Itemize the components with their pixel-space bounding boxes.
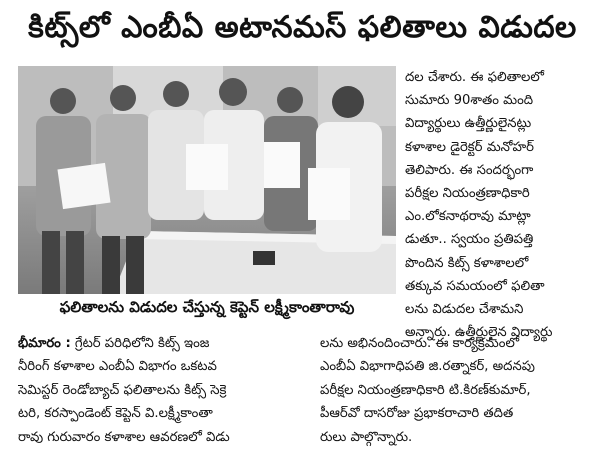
- dateline: భీమారం :: [18, 336, 71, 351]
- photo-illustration: [18, 66, 396, 294]
- text-line: విద్యార్థులు ఉత్తీర్ణులైనట్లు: [405, 116, 532, 132]
- article-column-bottom-right: [320, 332, 605, 449]
- news-photo: [18, 66, 396, 294]
- text-line: తెలిపారు. ఈ సందర్భంగా: [405, 162, 534, 178]
- text-line: ఎంబీఏ విభాగాధిపతి జి.రత్నాకర్, అదనపు: [320, 359, 535, 375]
- text-line: డుతూ.. స్వయం ప్రతిపత్తి: [405, 232, 534, 248]
- text-line: ఎం.లోకనాథరావు మాట్లా: [405, 209, 531, 225]
- text-line: కళాశాల డైరెక్టర్ మనోహర్: [405, 139, 534, 155]
- article-column-right: [405, 66, 600, 344]
- text-line: టరి, కరస్పాండెంట్ కెప్టెన్ వి.లక్ష్మీకాంతా: [18, 406, 213, 422]
- headline: కిట్స్‌లో ఎంబీఏ అటానమస్ ఫలితాలు విడుదల: [28, 10, 577, 45]
- text-line: పరీక్షల నియంత్రణాధికారి టి.కిరణ్‌కుమార్,: [320, 382, 531, 398]
- text-line: రులు పాల్గొన్నారు.: [320, 429, 413, 445]
- text-line: సుమారు 90శాతం మంది: [405, 93, 534, 109]
- text-line: అన్నారు. ఉత్తీర్ణులైన విద్యార్థు: [405, 325, 553, 341]
- text-line: లను విడుదల చేశామని: [405, 302, 524, 318]
- text-span: గ్రేటర్ పరిధిలోని కిట్స్ ఇంజ: [70, 336, 210, 351]
- text-line: తక్కువ సమయంలో ఫలితా: [405, 278, 545, 294]
- photo-caption: ఫలితాలను విడుదల చేస్తున్న కెప్టెన్ లక్ష్మీకాంతారావు: [18, 296, 396, 322]
- text-line: రావు గురువారం కళాశాల ఆవరణలో విడు: [18, 429, 230, 445]
- text-line: సెమిస్టర్ రెండోబ్యాచ్ ఫలితాలను కిట్స్ సెక్రె: [18, 382, 227, 398]
- text-line: నీరింగ్ కళాశాల ఎంబీఏ విభాగం ఒకటవ: [18, 359, 217, 375]
- text-line: పరీక్షల నియంత్రణాధికారి: [405, 186, 530, 202]
- text-line: దల చేశారు. ఈ ఫలితాలలో: [405, 70, 544, 85]
- text-line: పొందిన కిట్స్ కళాశాలలో: [405, 255, 529, 271]
- text-line: పీఆర్‌వో దాసరోజు ప్రభాకరాచారి తదిత: [320, 406, 514, 422]
- text-line: లను అభినందించారు. ఈ కార్యక్రమంలో: [320, 336, 520, 351]
